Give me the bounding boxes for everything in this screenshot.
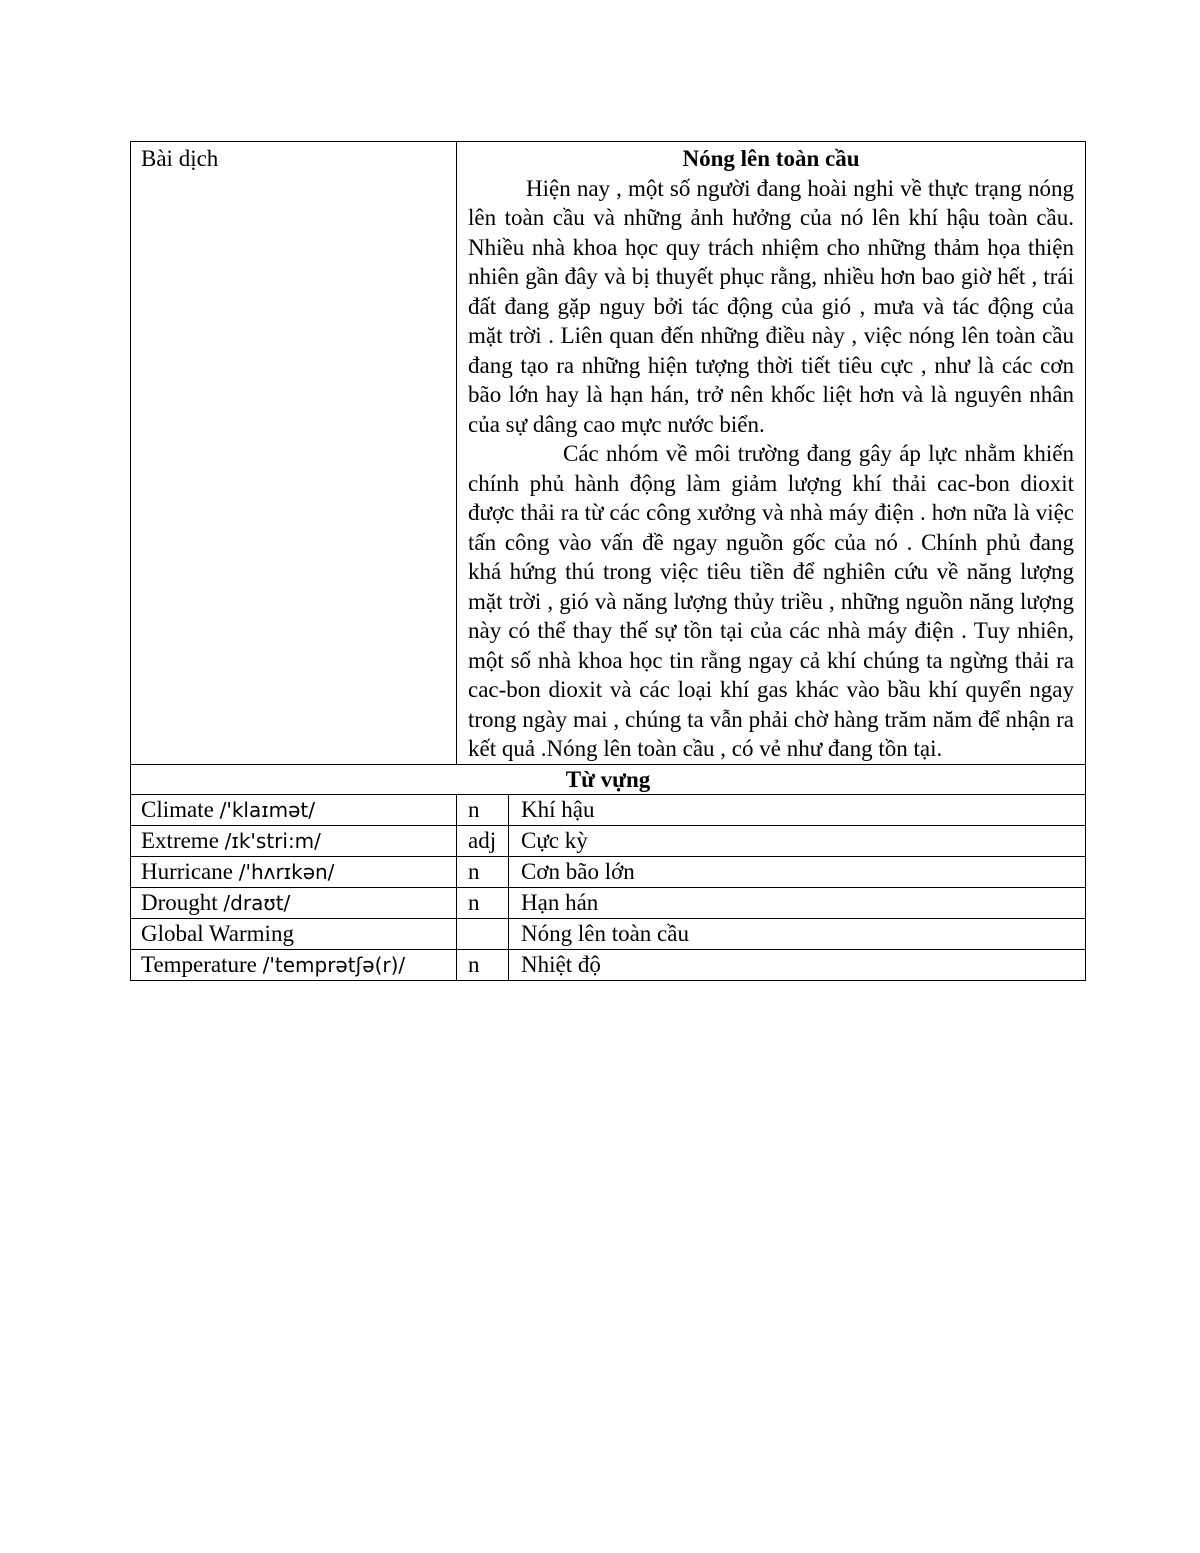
vocab-term <box>131 856 457 887</box>
vocab-word: Temperature <box>141 951 257 977</box>
vocab-pos: n <box>457 949 509 980</box>
vocab-word: Drought <box>141 889 218 915</box>
vocab-row <box>131 887 1086 918</box>
vocab-ipa: /'hʌrɪkən/ <box>238 859 335 884</box>
vocab-meaning: Nóng lên toàn cầu <box>509 918 1086 949</box>
vocab-ipa: /'klaɪmət/ <box>219 797 316 822</box>
lesson-table <box>130 141 1086 981</box>
vocab-term <box>131 887 457 918</box>
translation-paragraph-2: Các nhóm về môi trường đang gây áp lực nhằm khiến chính phủ hành động làm giảm lượng khí thải cac-bon dioxit được thải ra từ các công xưởng và nhà máy điện . hơn nữa là việc tấn công vào vấn đề ngay nguồn gốc của nó . Chính phủ đang khá hứng thú trong việc tiêu tiền để nghiên cứu về năng lượng mặt trời , gió và năng lượng thủy triều , những nguồn năng lượng này có thể thay thế sự tồn tại của các nhà máy điện . Tuy nhiên, một số nhà khoa học tin rằng ngay cả khí chúng ta ngừng thải ra cac-bon dioxit và các loại khí gas khác vào bầu khí quyển ngay trong ngày mai , chúng ta vẫn phải chờ hàng trăm năm để nhận ra kết quả .Nóng lên toàn cầu , có vẻ như đang tồn tại. <box>468 441 1075 761</box>
vocab-meaning: Nhiệt độ <box>509 949 1086 980</box>
translation-label: Bài dịch <box>131 142 457 765</box>
translation-paragraph-1: Hiện nay , một số người đang hoài nghi về thực trạng nóng lên toàn cầu và những ảnh hưởng của nó lên khí hậu toàn cầu. Nhiều nhà khoa học quy trách nhiệm cho những thảm họa thiện nhiên gần đây và bị thuyết phục rằng, nhiều hơn bao giờ hết , trái đất đang gặp nguy bởi tác động của gió , mưa và tác động của mặt trời . Liên quan đến những điều này , việc nóng lên toàn cầu đang tạo ra những hiện tượng thời tiết tiêu cực , như là các cơn bão lớn hay là hạn hán, trở nên khốc liệt hơn và là nguyên nhân của sự dâng cao mực nước biển. <box>468 175 1075 437</box>
translation-row <box>131 142 1086 765</box>
vocab-pos: n <box>457 794 509 825</box>
vocab-term <box>131 918 457 949</box>
vocab-word: Hurricane <box>141 858 233 884</box>
vocab-row <box>131 949 1086 980</box>
vocab-ipa: /draʊt/ <box>223 890 291 915</box>
translation-body <box>457 142 1086 765</box>
vocab-term <box>131 825 457 856</box>
vocab-pos: n <box>457 887 509 918</box>
vocabulary-heading: Từ vựng <box>131 764 1086 794</box>
vocab-row <box>131 825 1086 856</box>
vocab-ipa: /'temprətʃə(r)/ <box>262 952 406 977</box>
translation-title: Nóng lên toàn cầu <box>682 146 860 171</box>
vocab-term <box>131 794 457 825</box>
vocab-row <box>131 918 1086 949</box>
vocab-pos: adj <box>457 825 509 856</box>
vocab-meaning: Cơn bão lớn <box>509 856 1086 887</box>
vocab-term <box>131 949 457 980</box>
vocabulary-heading-row <box>131 764 1086 794</box>
vocab-ipa: /ɪk'stri:m/ <box>224 828 321 853</box>
vocab-word: Climate <box>141 796 214 822</box>
vocab-meaning: Khí hậu <box>509 794 1086 825</box>
vocab-row <box>131 794 1086 825</box>
vocab-row <box>131 856 1086 887</box>
vocab-word: Global Warming <box>141 920 294 946</box>
document-sheet <box>130 141 1085 981</box>
vocab-meaning: Cực kỳ <box>509 825 1086 856</box>
vocab-meaning: Hạn hán <box>509 887 1086 918</box>
vocab-pos: n <box>457 856 509 887</box>
vocab-word: Extreme <box>141 827 219 853</box>
vocab-pos <box>457 918 509 949</box>
